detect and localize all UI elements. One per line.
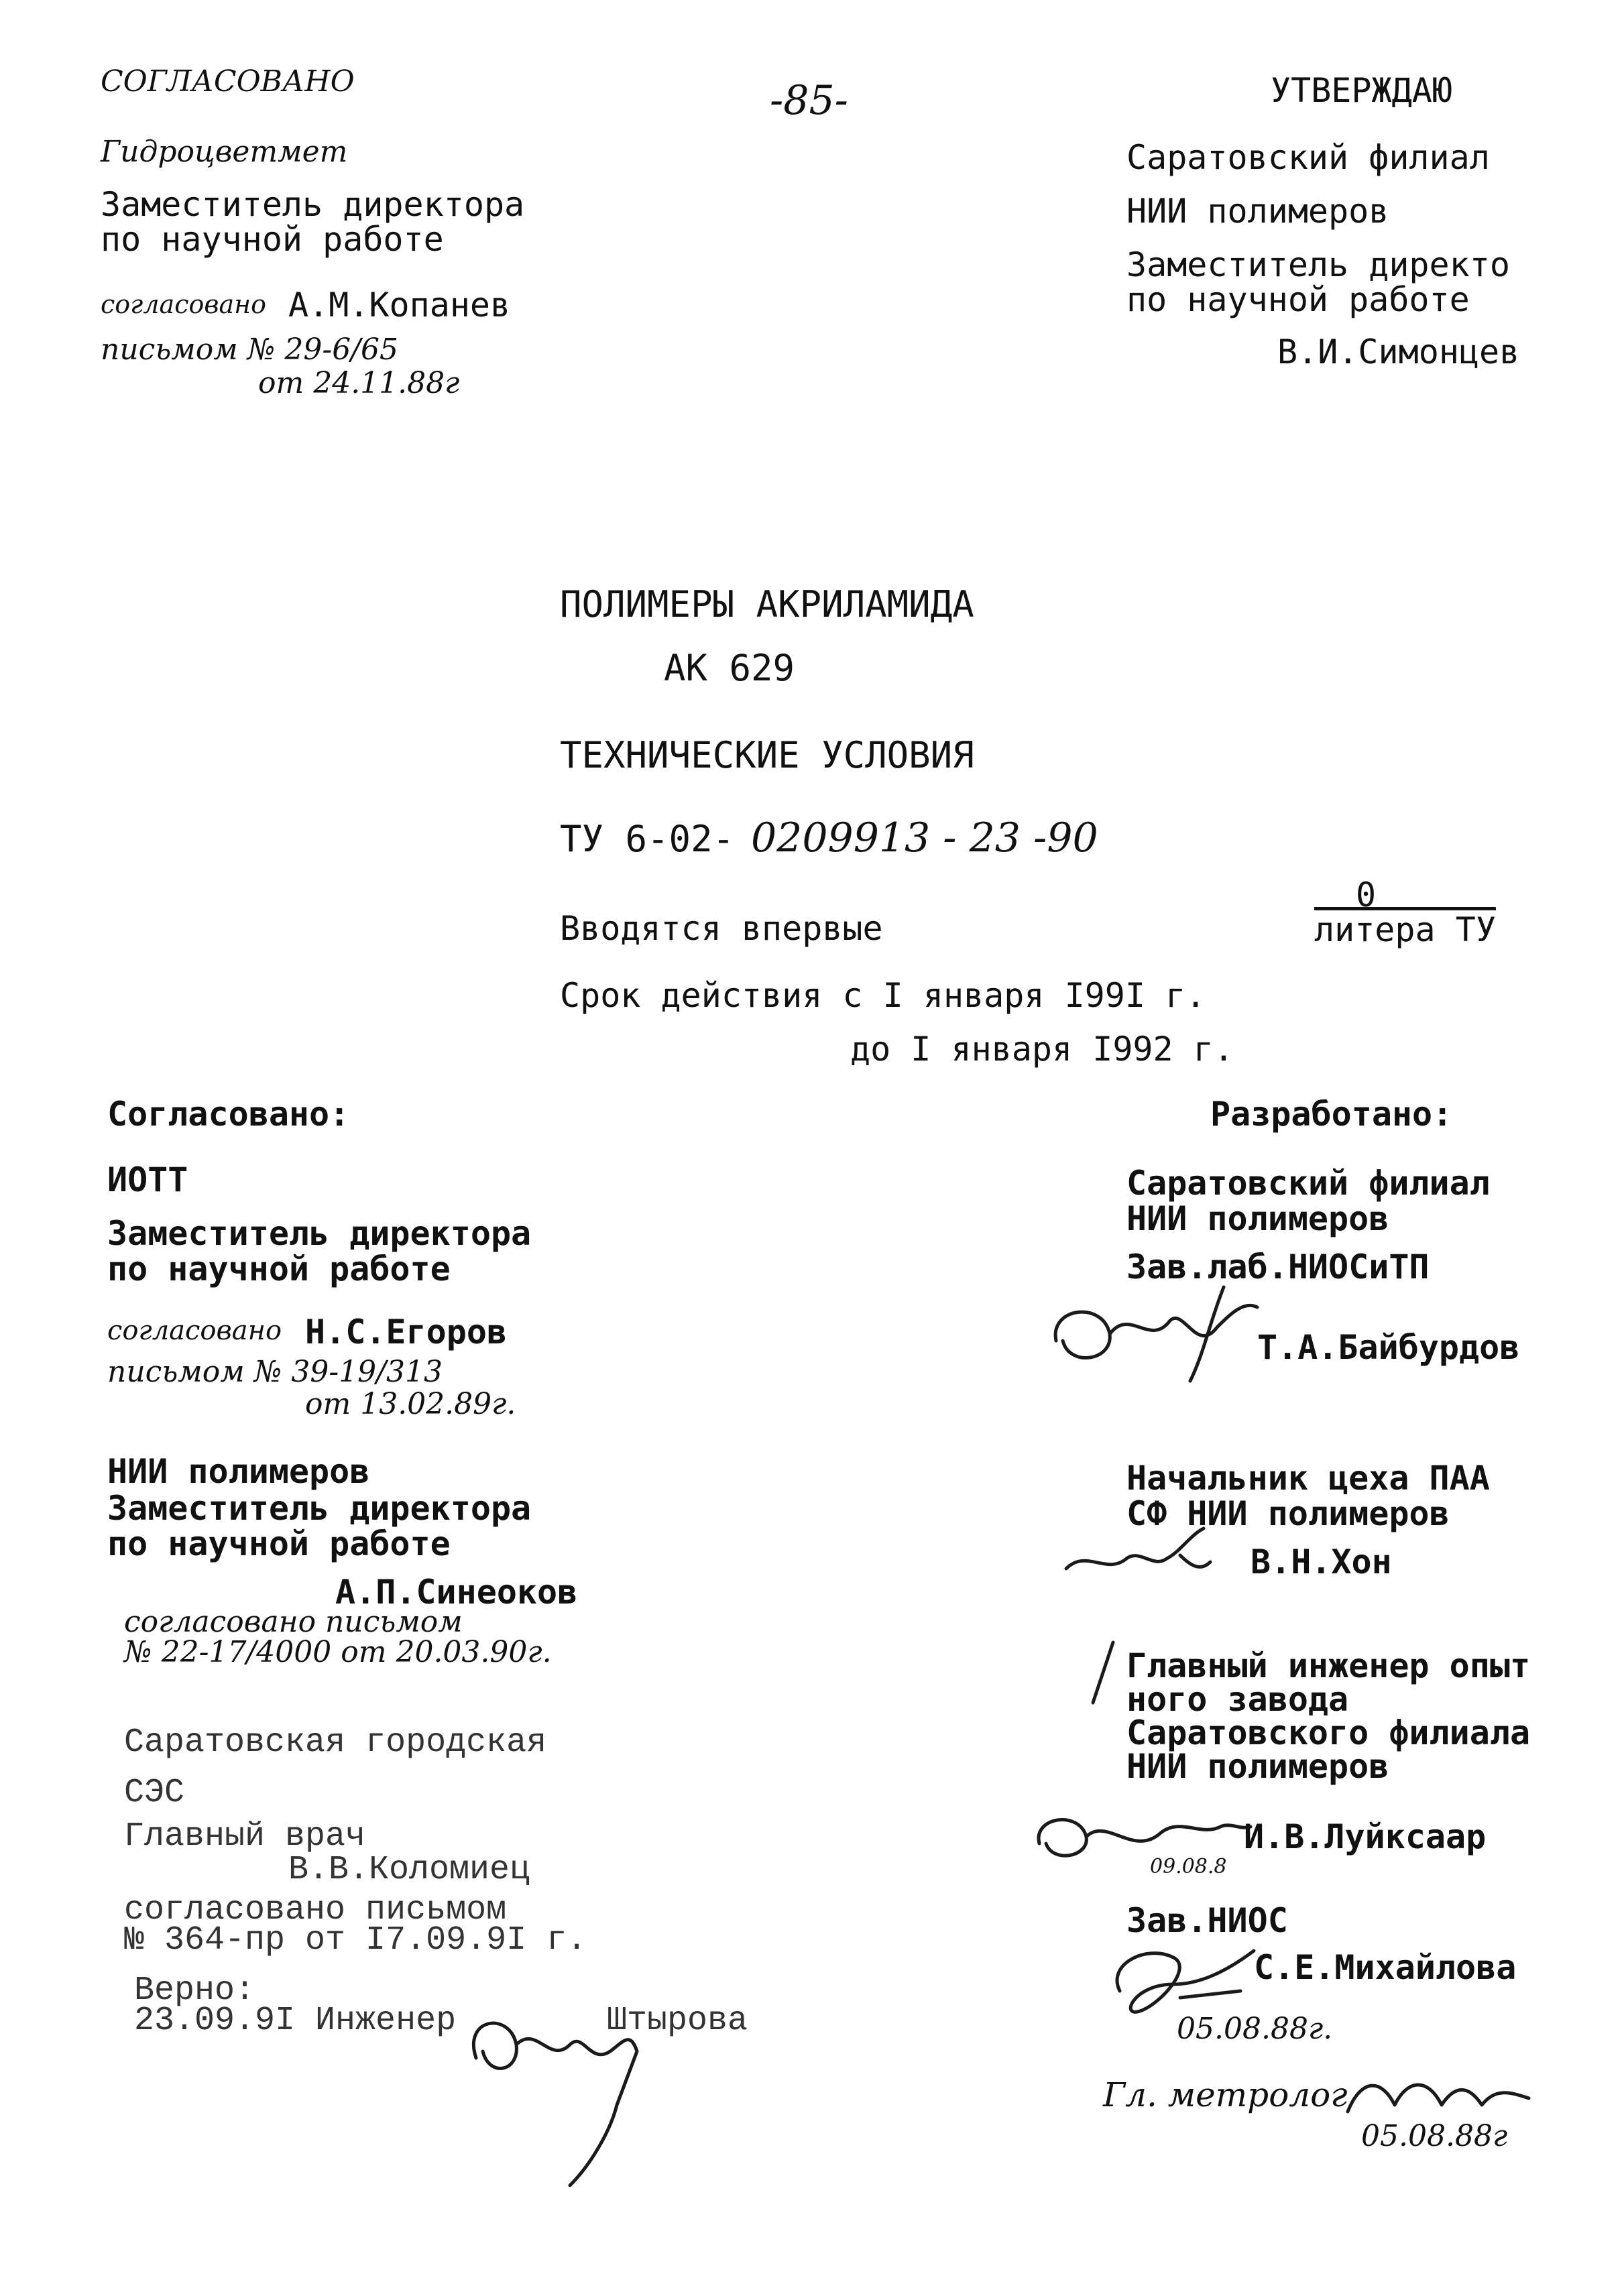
org-name: СЭС <box>124 1774 185 1812</box>
signature-date: 05.08.88г. <box>1177 2012 1333 2046</box>
signer-name: В.И.Симонцев <box>1277 333 1520 371</box>
signer-name: Т.А.Байбурдов <box>1257 1328 1520 1367</box>
position-line: Зав.лаб.НИОСиТП <box>1126 1248 1430 1286</box>
approval-header: СОГЛАСОВАНО <box>101 64 355 99</box>
position-line: Главный инженер опыт <box>1126 1646 1531 1685</box>
position-line: по научной работе <box>107 1524 451 1563</box>
position-line: Главный врач <box>124 1817 366 1856</box>
approval-note: согласовано письмом <box>124 1891 507 1929</box>
approval-header: УТВЕРЖДАЮ <box>1271 71 1452 110</box>
litera-label: литера ТУ <box>1314 910 1496 949</box>
signer-name: А.П.Синеоков <box>335 1573 578 1612</box>
org-name: Саратовская городская <box>124 1724 547 1762</box>
slash-mark <box>1083 1636 1123 1709</box>
org-name: Саратовский филиал <box>1126 138 1490 177</box>
signature-date: 05.08.88г <box>1361 2119 1508 2153</box>
section-header: Разработано: <box>1210 1095 1453 1134</box>
verified-line: 23.09.9I Инженер <box>134 2002 457 2040</box>
signer-name: В.Н.Хон <box>1251 1543 1392 1581</box>
org-name: НИИ полимеров <box>107 1452 370 1491</box>
verified-label: Верно: <box>134 1972 255 2010</box>
litera-value: 0 <box>1356 875 1377 914</box>
signer-name: Н.С.Егоров <box>305 1313 508 1351</box>
position-line: ного завода <box>1126 1680 1349 1719</box>
position-line: Заместитель директора <box>107 1489 532 1528</box>
position-line: Заместитель директо <box>1126 245 1510 284</box>
tu-prefix: ТУ 6-02- <box>560 818 735 860</box>
signer-name: В.В.Коломиец <box>288 1851 530 1889</box>
intro-status: Вводятся впервые <box>560 909 883 948</box>
position-line: Зав.НИОС <box>1126 1901 1288 1940</box>
signer-name: А.М.Копанев <box>288 286 511 324</box>
product-code: АК 629 <box>664 647 795 689</box>
org-name: НИИ полимеров <box>1126 1199 1389 1238</box>
letter-reference: № 22-17/4000 от 20.03.90г. <box>124 1635 552 1669</box>
section-header: Согласовано: <box>107 1095 350 1134</box>
position-line: Начальник цеха ПАА <box>1126 1459 1490 1498</box>
document-title: ПОЛИМЕРЫ АКРИЛАМИДА <box>560 583 974 625</box>
validity-from: Срок действия с I января I99I г. <box>560 976 1206 1015</box>
position-line: Заместитель директора <box>107 1214 532 1253</box>
approval-note: согласовано <box>107 1315 282 1346</box>
letter-date: от 24.11.88г <box>258 366 460 400</box>
org-name: НИИ полимеров <box>1126 192 1389 231</box>
approval-note: согласовано <box>101 290 267 319</box>
handwritten-signature <box>456 2004 677 2192</box>
position-line: НИИ полимеров <box>1126 1747 1389 1786</box>
page-number: -85- <box>770 77 848 124</box>
letter-reference: № 364-пр от I7.09.9I г. <box>124 1921 587 1959</box>
handwritten-signature <box>1043 1280 1267 1388</box>
position-line: по научной работе <box>107 1250 451 1288</box>
signer-name: С.Е.Михайлова <box>1254 1948 1517 1987</box>
approval-note: согласовано письмом <box>124 1605 463 1639</box>
handwritten-signature <box>1059 1522 1217 1589</box>
handwritten-signature <box>1341 2065 1535 2125</box>
validity-to: до I января I992 г. <box>850 1030 1234 1069</box>
position-line: Заместитель директора <box>101 185 525 224</box>
signature-date: 09.08.8 <box>1150 1855 1227 1878</box>
tu-number: 0209913 - 23 -90 <box>751 814 1098 861</box>
letter-reference: письмом № 29-6/65 <box>101 333 398 367</box>
org-name: Саратовский филиал <box>1126 1164 1490 1203</box>
letter-date: от 13.02.89г. <box>305 1387 516 1421</box>
org-name: Гидроцветмет <box>101 135 348 169</box>
signer-name: И.В.Луйксаар <box>1244 1817 1487 1856</box>
document-subtitle: ТЕХНИЧЕСКИЕ УСЛОВИЯ <box>560 734 974 776</box>
metrologist-line: Гл. метролог <box>1103 2075 1348 2114</box>
verified-name: Штырова <box>607 2002 748 2040</box>
letter-reference: письмом № 39-19/313 <box>107 1355 443 1389</box>
org-name: ИОТТ <box>107 1160 188 1199</box>
position-line: СФ НИИ полимеров <box>1126 1494 1450 1533</box>
position-line: по научной работе <box>1126 280 1470 319</box>
position-line: Саратовского филиала <box>1126 1713 1531 1752</box>
position-line: по научной работе <box>101 220 444 259</box>
